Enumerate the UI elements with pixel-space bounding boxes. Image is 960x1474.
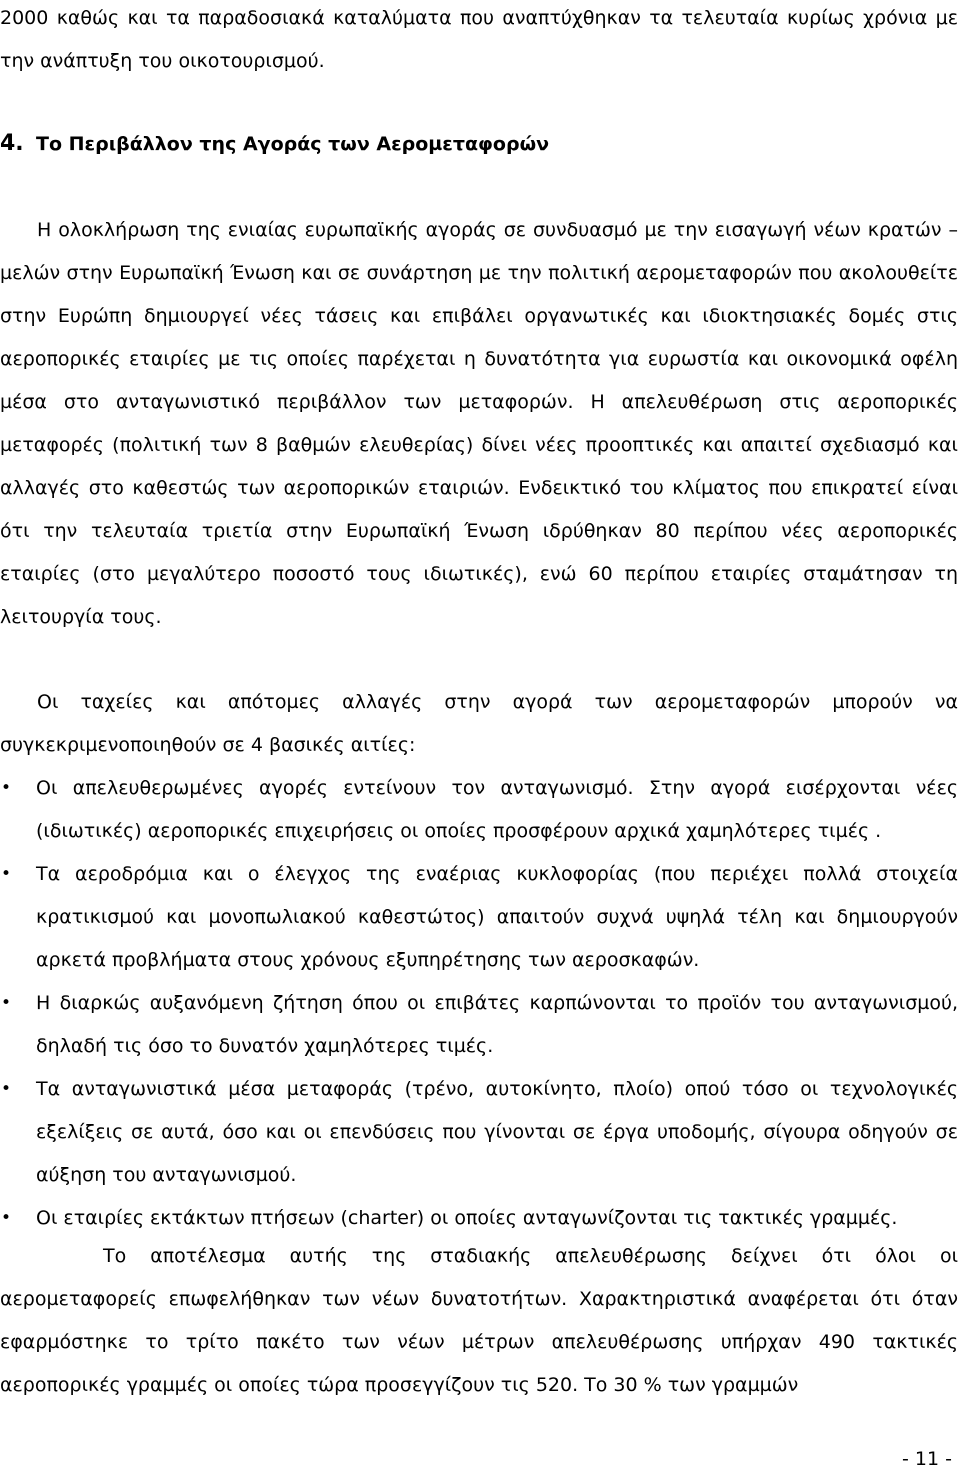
bullet-icon: • (1, 1208, 12, 1228)
section-title: Το Περιβάλλον της Αγοράς των Αεροµεταφορών (36, 133, 550, 155)
list-item (0, 1068, 958, 1197)
list-item-text: Η διαρκώς αυξανόµενη ζήτηση όπου οι επιβάτες καρπώνονται το προϊόν του ανταγωνισµού, δηλαδή τις όσο το δυνατόν χαµηλότερες τιµές. (36, 992, 958, 1057)
bullet-icon: • (1, 993, 12, 1013)
list-item-text: Οι εταιρίες εκτάκτων πτήσεων (charter) οι οποίες ανταγωνίζονται τις τακτικές γραµµές. (36, 1207, 898, 1229)
paragraph-rapid-changes: Οι ταχείες και απότοµες αλλαγές στην αγορά των αεροµεταφορών µπορούν να συγκεκριµενοποιηθούν σε 4 βασικές αιτίες: (0, 691, 958, 756)
page-number: - 11 - (902, 1448, 952, 1470)
intro-paragraph: 2000 καθώς και τα παραδοσιακά καταλύματα που αναπτύχθηκαν τα τελευταία κυρίως χρόνια με την ανάπτυξη του οικοτουρισμού. (0, 7, 958, 72)
causes-bullet-list (0, 767, 958, 1240)
list-item (0, 982, 958, 1068)
section-number: 4. (0, 131, 24, 156)
list-item (0, 1197, 958, 1240)
list-item-text: Οι απελευθερωµένες αγορές εντείνουν τον ανταγωνισµό. Στην αγορά εισέρχονται νέες (ιδιωτικές) αεροπορικές επιχειρήσεις οι οποίες προσφέρουν αρχικά χαµηλότερες τιµές . (36, 777, 958, 842)
paragraph-market-integration: Η ολοκλήρωση της ενιαίας ευρωπαϊκής αγοράς σε συνδυασµό µε την εισαγωγή νέων κρατών – µελών στην Ευρωπαϊκή Ένωση και σε συνάρτηση µε την πολιτική αεροµεταφορών που ακολουθείτε στην Ευρώπη δηµιουργεί νέες τάσεις και επιβάλει οργανωτικές και ιδιοκτησιακές δοµές στις αεροπορικές εταιρίες µε τις οποίες παρέχεται η δυνατότητα για ευρωστία και οικονοµικά οφέλη µέσα στο ανταγωνιστικό περιβάλλον των µεταφορών. Η απελευθέρωση στις αεροπορικές µεταφορές (πολιτική των 8 βαθµών ελευθερίας) δίνει νέες προοπτικές και απαιτεί σχεδιασµό και αλλαγές στο καθεστώς των αεροπορικών εταιριών. Ενδεικτικό του κλίµατος που επικρατεί είναι ότι την τελευταία τριετία στην Ευρωπαϊκή Ένωση ιδρύθηκαν 80 περίπου νέες αεροπορικές εταιρίες (στο µεγαλύτερο ποσοστό τους ιδιωτικές), ενώ 60 περίπου εταιρίες σταµάτησαν τη λειτουργία τους. (0, 219, 958, 628)
bullet-icon: • (1, 864, 12, 884)
bullet-icon: • (1, 778, 12, 798)
list-item-text: Τα ανταγωνιστικά µέσα µεταφοράς (τρένο, αυτοκίνητο, πλοίο) οπού τόσο οι τεχνολογικές εξελίξεις σε αυτά, όσο και οι επενδύσεις που γίνονται σε έργα υποδοµής, σίγουρα οδηγούν σε αύξηση του ανταγωνισµού. (36, 1078, 958, 1186)
paragraph-liberalisation-result: Το αποτέλεσµα αυτής της σταδιακής απελευθέρωσης δείχνει ότι όλοι οι αεροµεταφορείς επωφελήθηκαν των νέων δυνατοτήτων. Χαρακτηριστικά αναφέρεται ότι όταν εφαρµόστηκε το τρίτο πακέτο των νέων µέτρων απελευθέρωσης υπήρχαν 490 τακτικές αεροπορικές γραµµές οι οποίες τώρα προσεγγίζουν τις 520. Το 30 % των γραµµών (0, 1245, 958, 1396)
bullet-icon: • (1, 1079, 12, 1099)
list-item-text: Τα αεροδρόµια και ο έλεγχος της εναέριας κυκλοφορίας (που περιέχει πολλά στοιχεία κρατικισµού και µονοπωλιακού καθεστώτος) απαιτούν συχνά υψηλά τέλη και δηµιουργούν αρκετά προβλήµατα στους χρόνους εξυπηρέτησης των αεροσκαφών. (36, 863, 958, 971)
section-heading (0, 124, 958, 164)
list-item (0, 767, 958, 853)
list-item (0, 853, 958, 982)
